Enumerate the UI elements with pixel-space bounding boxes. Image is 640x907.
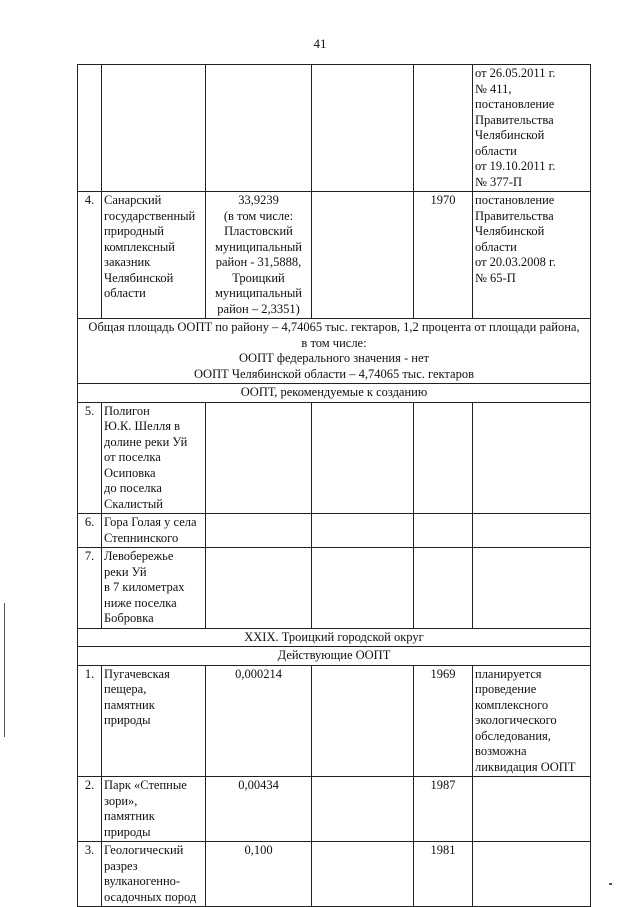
row-number: 2. [78,777,102,842]
row-number: 3. [78,842,102,907]
summary-row [78,319,591,384]
table-row [78,65,591,192]
table-row [78,665,591,777]
area-size: 33,9239 (в том числе: Пластовский муниципальный район - 31,5888, Троицкий муниципальный район – 2,3351) [206,192,312,319]
legal-basis [473,842,591,907]
year-created [414,548,473,629]
year-created [414,402,473,514]
legal-basis: постановление Правительства Челябинской области от 20.03.2008 г. № 65-П [473,192,591,319]
row-number [78,65,102,192]
year-created: 1981 [414,842,473,907]
area-name: Геологический разрез вулканогенно- осадочных пород [102,842,206,907]
table-row [78,192,591,319]
section-header-row [78,384,591,403]
empty-cell [312,514,414,548]
legal-basis: от 26.05.2011 г. № 411, постановление Правительства Челябинской области от 19.10.2011 г. № 377-П [473,65,591,192]
scan-margin-line [4,603,5,737]
row-number: 7. [78,548,102,629]
empty-cell [312,548,414,629]
table-row [78,548,591,629]
district-header: XXIX. Троицкий городской округ [78,628,591,647]
area-size: 0,000214 [206,665,312,777]
year-created: 1970 [414,192,473,319]
empty-cell [312,665,414,777]
row-number: 5. [78,402,102,514]
legal-basis: планируется проведение комплексного экологического обследования, возможна ликвидация ООПТ [473,665,591,777]
empty-cell [312,402,414,514]
table-row [78,842,591,907]
area-size [206,514,312,548]
year-created [414,514,473,548]
empty-cell [312,192,414,319]
year-created: 1969 [414,665,473,777]
area-name: Полигон Ю.К. Шелля в долине реки Уй от поселка Осиповка до поселка Скалистый [102,402,206,514]
page-number: 41 [313,36,327,51]
district-summary: Общая площадь ООПТ по району – 4,74065 тыс. гектаров, 1,2 процента от площади района, в том числе: ООПТ федерального значения - нет ООПТ Челябинской области – 4,74065 тыс. гектаров [78,319,591,384]
area-name [102,65,206,192]
year-created: 1987 [414,777,473,842]
legal-basis [473,514,591,548]
legal-basis [473,548,591,629]
area-size [206,402,312,514]
year-created [414,65,473,192]
section-header-row [78,628,591,647]
area-name: Парк «Степные зори», памятник природы [102,777,206,842]
empty-cell [312,65,414,192]
legal-basis [473,777,591,842]
area-size: 0,00434 [206,777,312,842]
area-size [206,65,312,192]
row-number: 4. [78,192,102,319]
table-row [78,777,591,842]
area-size: 0,100 [206,842,312,907]
empty-cell [312,777,414,842]
scan-tick-mark [609,883,612,885]
table-row [78,402,591,514]
protected-areas-table [77,64,591,907]
legal-basis [473,402,591,514]
area-name: Левобережье реки Уй в 7 километрах ниже поселка Бобровка [102,548,206,629]
row-number: 1. [78,665,102,777]
area-name: Санарский государственный природный комплексный заказник Челябинской области [102,192,206,319]
empty-cell [312,842,414,907]
section-header: Действующие ООПТ [78,647,591,666]
area-name: Пугачевская пещера, памятник природы [102,665,206,777]
area-name: Гора Голая у села Степнинского [102,514,206,548]
section-header-row [78,647,591,666]
row-number: 6. [78,514,102,548]
table-row [78,514,591,548]
section-header: ООПТ, рекомендуемые к созданию [78,384,591,403]
area-size [206,548,312,629]
